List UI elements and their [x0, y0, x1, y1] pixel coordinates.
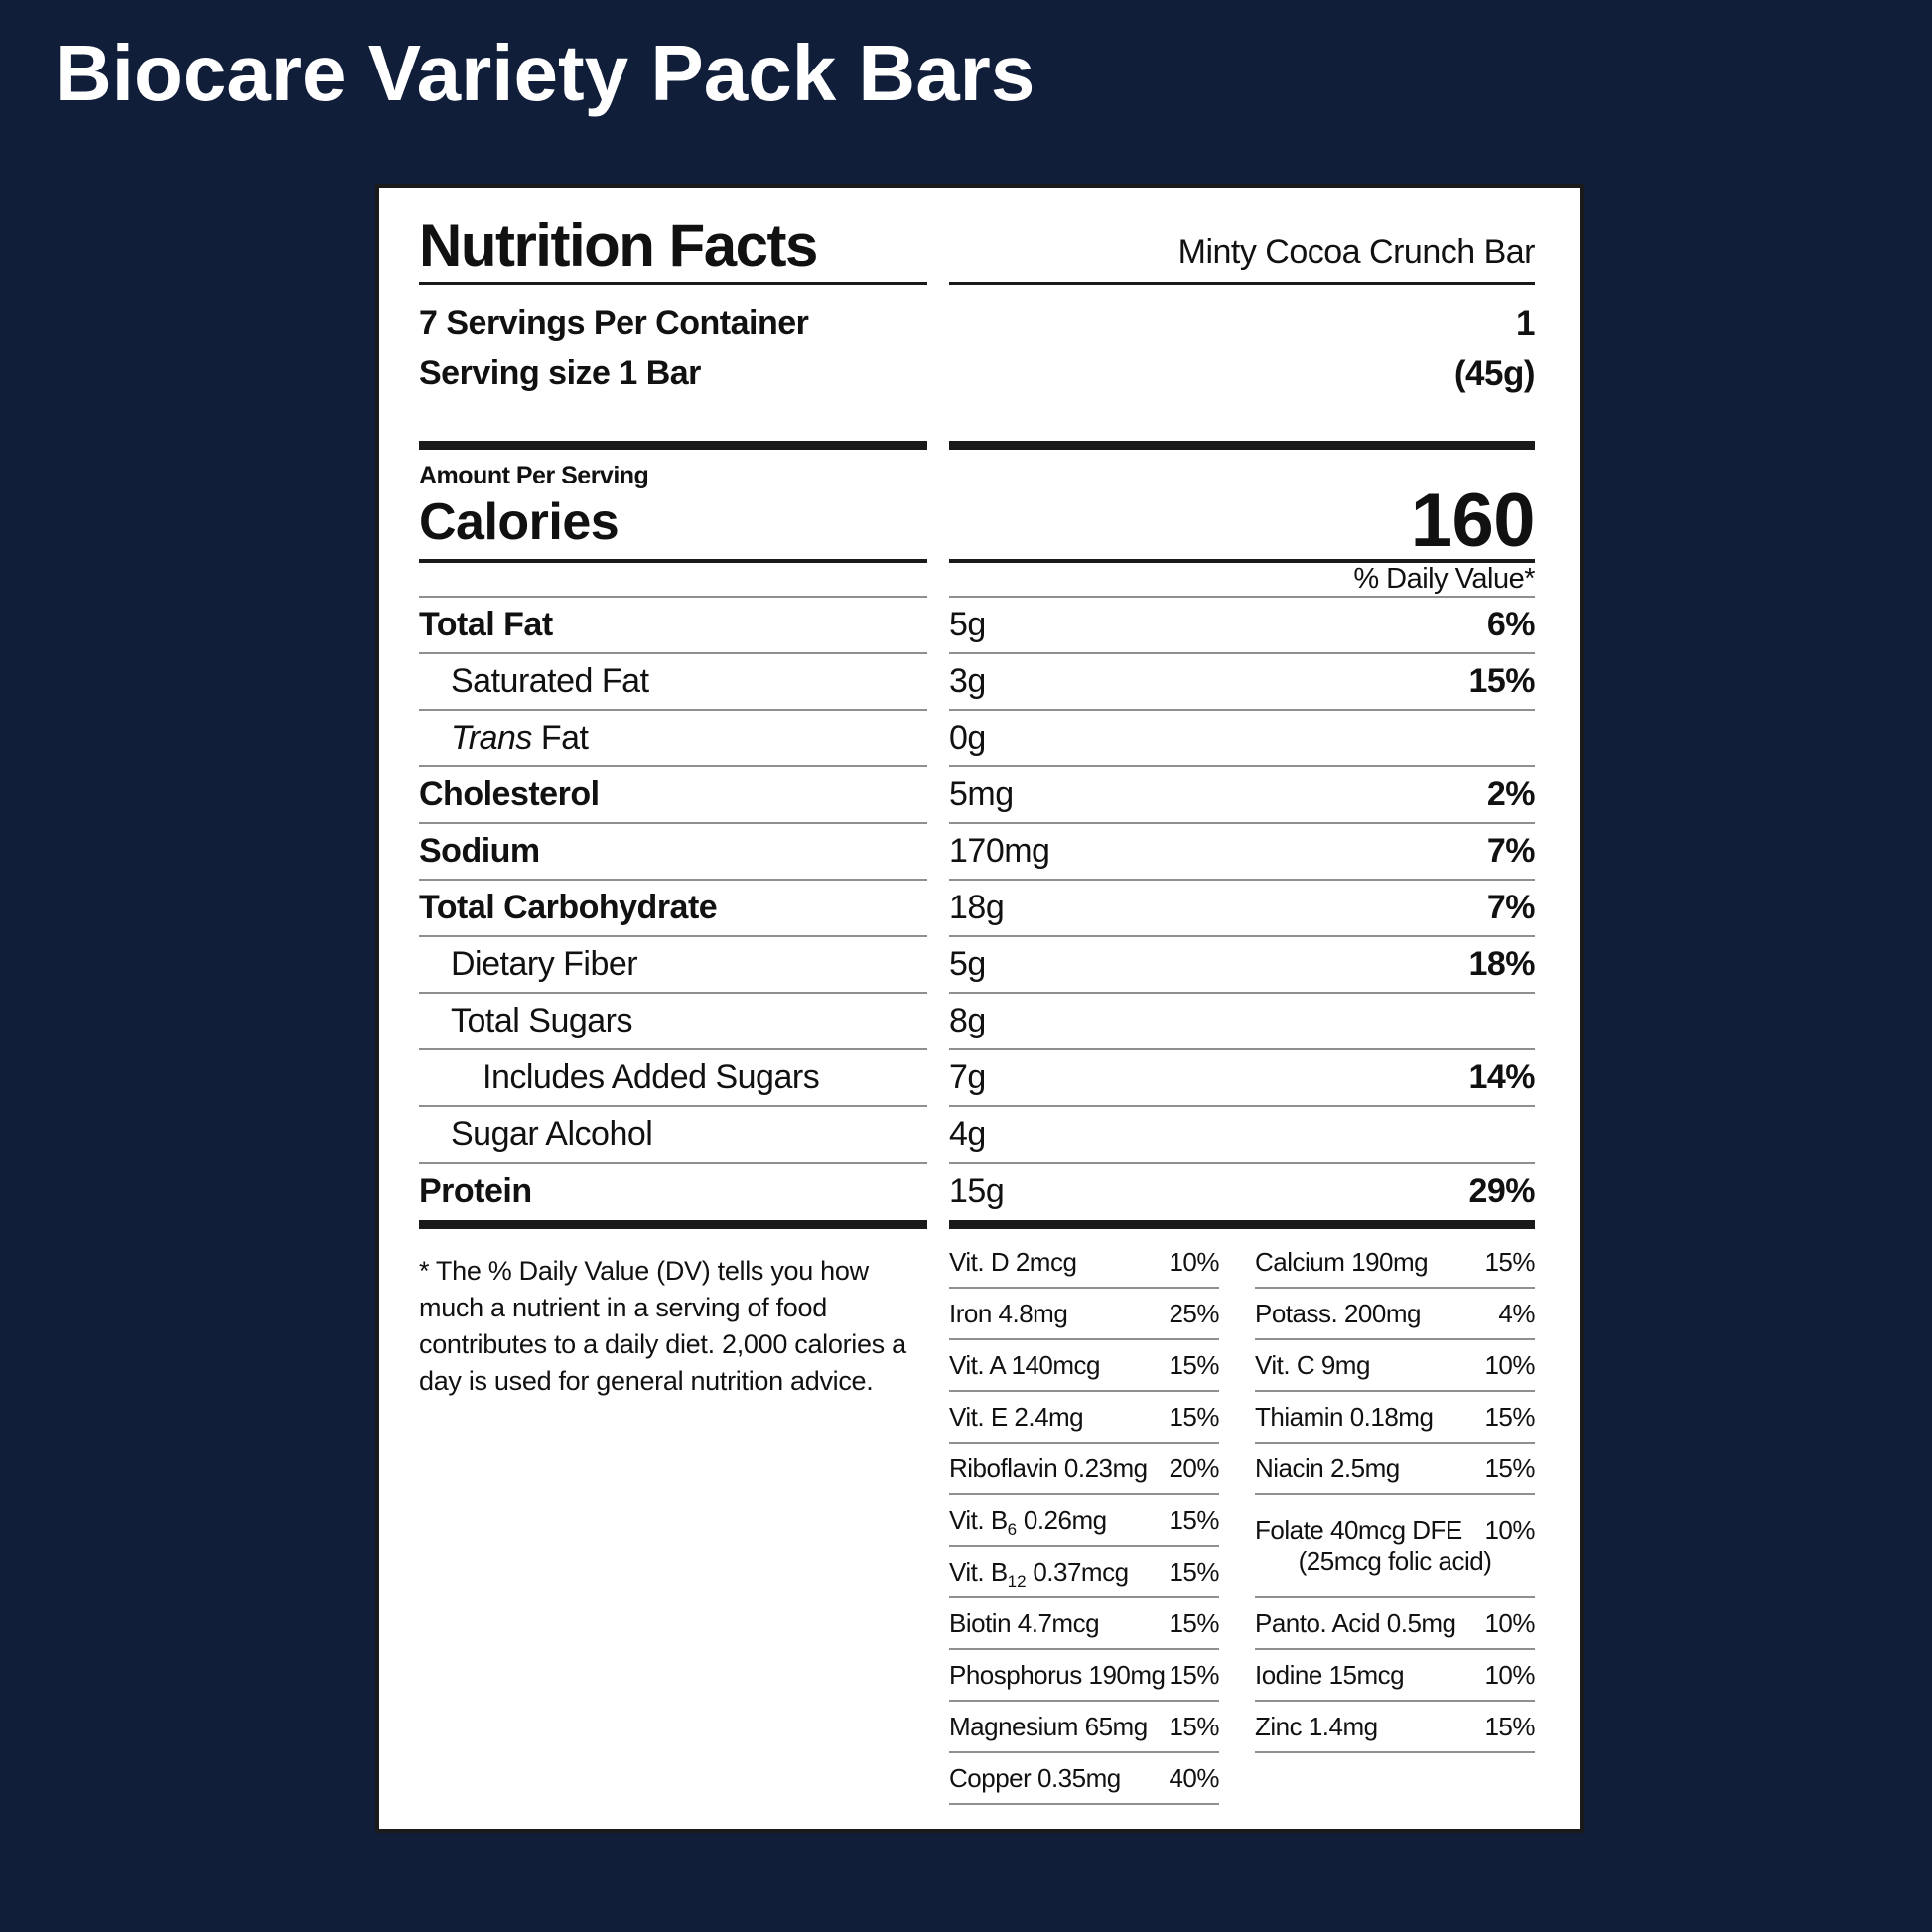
servings-per-container: 7 Servings Per Container [419, 304, 809, 342]
label-right-column [949, 188, 1535, 1829]
nutrient-row-values [949, 1164, 1535, 1220]
micronutrient-dv: 25% [1169, 1298, 1219, 1328]
micronutrient-row [1255, 1495, 1535, 1598]
nutrient-row-label [419, 1050, 927, 1107]
amount-per-serving-label: Amount Per Serving [419, 462, 649, 489]
nutrient-amount: 3g [949, 662, 986, 700]
thick-rule [419, 1220, 927, 1229]
micronutrient-line [949, 1453, 1219, 1484]
micronutrient-row [1255, 1340, 1535, 1392]
micronutrient-row [949, 1547, 1219, 1598]
servings-block [419, 285, 927, 441]
micronutrient-dv: 15% [1169, 1556, 1219, 1587]
micronutrient-row [1255, 1237, 1535, 1289]
micronutrient-dv: 40% [1169, 1762, 1219, 1793]
micronutrient-dv: 15% [1484, 1711, 1535, 1741]
nutrient-name: Trans Fat [451, 719, 589, 757]
micronutrient-name: Thiamin 0.18mg [1255, 1401, 1434, 1432]
micronutrients-right [1255, 1237, 1535, 1805]
micronutrients-left [949, 1237, 1219, 1805]
nutrient-name: Protein [419, 1173, 532, 1210]
serving-size: Serving size 1 Bar [419, 354, 701, 392]
micronutrient-row [1255, 1444, 1535, 1495]
nutrient-name: Sugar Alcohol [451, 1115, 653, 1153]
micronutrient-row [1255, 1289, 1535, 1340]
nutrient-amount: 5g [949, 945, 986, 983]
micronutrient-name: Vit. D 2mcg [949, 1246, 1077, 1277]
micronutrient-dv: 20% [1169, 1452, 1219, 1483]
thick-rule [949, 441, 1535, 450]
micronutrient-line [1255, 1350, 1535, 1381]
micronutrient-dv: 15% [1169, 1349, 1219, 1380]
nutrient-row-values [949, 994, 1535, 1050]
micronutrient-row [949, 1392, 1219, 1444]
product-name-block [949, 188, 1535, 285]
micronutrient-line [1255, 1402, 1535, 1433]
micronutrient-line [1255, 1515, 1535, 1546]
nutrient-amount: 5g [949, 606, 986, 643]
micronutrient-name: Vit. C 9mg [1255, 1349, 1370, 1380]
nutrient-row-values [949, 598, 1535, 654]
page-title: Biocare Variety Pack Bars [55, 29, 1035, 117]
nutrient-amount: 8g [949, 1002, 986, 1039]
micronutrient-dv: 15% [1169, 1401, 1219, 1432]
micronutrient-name: Iron 4.8mg [949, 1298, 1068, 1328]
micronutrient-row [949, 1650, 1219, 1702]
nutrient-dv: 2% [1486, 775, 1535, 813]
micronutrient-dv: 10% [1484, 1659, 1535, 1690]
nutrient-row-label [419, 937, 927, 994]
micronutrient-row [949, 1444, 1219, 1495]
nutrient-dv: 18% [1468, 945, 1535, 983]
micronutrient-line [949, 1299, 1219, 1329]
serving-weight: (45g) [1453, 354, 1535, 393]
nutrient-amount: 15g [949, 1173, 1005, 1210]
nutrient-dv: 6% [1486, 606, 1535, 643]
micronutrient-name: Riboflavin 0.23mg [949, 1452, 1148, 1483]
micronutrient-name: Magnesium 65mg [949, 1711, 1148, 1741]
micronutrient-name: Vit. $B_{12}$ 0.37mcg [949, 1556, 1129, 1590]
nutrient-row-label [419, 881, 927, 937]
serving-quantity: 1 [1516, 304, 1535, 343]
micronutrient-name-subscript: 12 [1007, 1571, 1027, 1590]
micronutrient-row [1255, 1598, 1535, 1650]
nutrient-name: Dietary Fiber [451, 945, 638, 983]
micronutrient-row [949, 1753, 1219, 1805]
micronutrient-dv: 15% [1169, 1711, 1219, 1741]
nutrient-row-label [419, 824, 927, 881]
nutrient-name: Cholesterol [419, 775, 600, 813]
micronutrient-dv: 10% [1484, 1349, 1535, 1380]
nutrient-name: Total Carbohydrate [419, 889, 718, 926]
calories-block [419, 450, 927, 563]
micronutrient-line [949, 1350, 1219, 1381]
thick-rule [419, 441, 927, 450]
micronutrient-line [949, 1660, 1219, 1691]
calories-value: 160 [1410, 478, 1535, 563]
nutrient-name: Sodium [419, 832, 540, 870]
nutrient-row-label [419, 654, 927, 711]
daily-value-spacer [419, 563, 927, 598]
micronutrient-dv: 10% [1169, 1246, 1219, 1277]
micronutrient-name: Zinc 1.4mg [1255, 1711, 1378, 1741]
nutrient-dv: 29% [1468, 1173, 1535, 1210]
micronutrient-dv: 15% [1169, 1607, 1219, 1638]
micronutrient-row [949, 1495, 1219, 1547]
micronutrient-row [949, 1702, 1219, 1753]
nutrient-row-values [949, 824, 1535, 881]
micronutrient-name: Biotin 4.7mcg [949, 1607, 1100, 1638]
micronutrient-row [1255, 1702, 1535, 1753]
nutrient-row-label [419, 1164, 927, 1220]
nutrient-row-values [949, 937, 1535, 994]
nutrient-row-label [419, 598, 927, 654]
nutrient-row-label [419, 994, 927, 1050]
nutrient-dv: 14% [1468, 1058, 1535, 1096]
micronutrient-row [949, 1340, 1219, 1392]
micronutrient-name: Niacin 2.5mg [1255, 1452, 1400, 1483]
nutrient-row-values [949, 1107, 1535, 1164]
nutrient-row-label [419, 711, 927, 767]
micronutrient-row [949, 1237, 1219, 1289]
micronutrient-dv: 15% [1484, 1401, 1535, 1432]
nutrition-facts-label [375, 184, 1584, 1833]
micronutrient-dv: 4% [1498, 1298, 1535, 1328]
serving-quantity-block [949, 285, 1535, 441]
micronutrient-dv: 15% [1169, 1504, 1219, 1535]
nutrient-dv: 7% [1486, 832, 1535, 870]
nutrient-row-values [949, 654, 1535, 711]
micronutrient-line [949, 1712, 1219, 1742]
label-heading-block [419, 188, 927, 285]
micronutrient-name: Panto. Acid 0.5mg [1255, 1607, 1456, 1638]
nutrient-name: Total Fat [419, 606, 553, 643]
calories-label: Calories [419, 493, 620, 551]
micronutrient-line [1255, 1608, 1535, 1639]
label-left-column [419, 188, 927, 1829]
micronutrient-name: Potass. 200mg [1255, 1298, 1421, 1328]
micronutrient-name: Folate 40mcg DFE [1255, 1515, 1462, 1545]
micronutrient-line [949, 1608, 1219, 1639]
micronutrients-grid [949, 1229, 1535, 1805]
label-heading: Nutrition Facts [419, 212, 817, 279]
micronutrient-line [1255, 1299, 1535, 1329]
nutrient-name: Saturated Fat [451, 662, 649, 700]
micronutrient-row [1255, 1650, 1535, 1702]
micronutrient-dv: 10% [1484, 1515, 1535, 1545]
micronutrient-row [949, 1598, 1219, 1650]
micronutrient-name-subscript: 6 [1007, 1519, 1018, 1539]
nutrient-row-values [949, 711, 1535, 767]
micronutrient-line [949, 1556, 1219, 1590]
micronutrient-line [949, 1247, 1219, 1278]
nutrient-dv: 15% [1468, 662, 1535, 700]
micronutrient-name: Iodine 15mcg [1255, 1659, 1405, 1690]
micronutrient-row [1255, 1392, 1535, 1444]
micronutrient-name: Phosphorus 190mg [949, 1659, 1166, 1690]
micronutrient-line [1255, 1712, 1535, 1742]
nutrient-row-values [949, 881, 1535, 937]
micronutrient-name: Vit. $B_6$ 0.26mg [949, 1504, 1107, 1539]
nutrient-dv: 7% [1486, 889, 1535, 926]
micronutrient-note: (25mcg folic acid) [1298, 1546, 1492, 1576]
nutrient-row-values [949, 767, 1535, 824]
micronutrient-name: Calcium 190mg [1255, 1246, 1429, 1277]
micronutrient-name: Vit. A 140mcg [949, 1349, 1101, 1380]
product-name: Minty Cocoa Crunch Bar [1177, 233, 1535, 271]
nutrient-amount: 170mg [949, 832, 1050, 870]
nutrient-amount: 0g [949, 719, 986, 757]
nutrient-amount: 18g [949, 889, 1005, 926]
micronutrient-dv: 15% [1484, 1246, 1535, 1277]
nutrient-row-values [949, 1050, 1535, 1107]
micronutrient-dv: 15% [1484, 1452, 1535, 1483]
micronutrient-line [1255, 1453, 1535, 1484]
nutrient-value-rows [949, 598, 1535, 1220]
micronutrient-line [1255, 1247, 1535, 1278]
nutrient-amount: 7g [949, 1058, 986, 1096]
nutrient-amount: 4g [949, 1115, 986, 1153]
nutrient-amount: 5mg [949, 775, 1014, 813]
micronutrient-line [949, 1504, 1219, 1539]
daily-value-footnote: * The % Daily Value (DV) tells you how much a nutrient in a serving of food contributes to a daily diet. 2,000 calories a day is used for general nutrition advice. [419, 1256, 906, 1396]
micronutrient-name: Vit. E 2.4mg [949, 1401, 1084, 1432]
micronutrient-dv: 10% [1484, 1607, 1535, 1638]
micronutrient-dv: 15% [1169, 1659, 1219, 1690]
nutrient-name-rows [419, 598, 927, 1220]
nutrient-name: Total Sugars [451, 1002, 632, 1039]
nutrient-row-label [419, 1107, 927, 1164]
thick-rule [949, 1220, 1535, 1229]
micronutrient-line [949, 1402, 1219, 1433]
micronutrient-name: Copper 0.35mg [949, 1762, 1121, 1793]
daily-value-header: % Daily Value* [949, 563, 1535, 598]
calories-value-block [949, 450, 1535, 563]
micronutrient-line [1255, 1660, 1535, 1691]
micronutrient-row [949, 1289, 1219, 1340]
nutrient-row-label [419, 767, 927, 824]
nutrient-name: Includes Added Sugars [483, 1058, 820, 1096]
micronutrient-line [949, 1763, 1219, 1794]
